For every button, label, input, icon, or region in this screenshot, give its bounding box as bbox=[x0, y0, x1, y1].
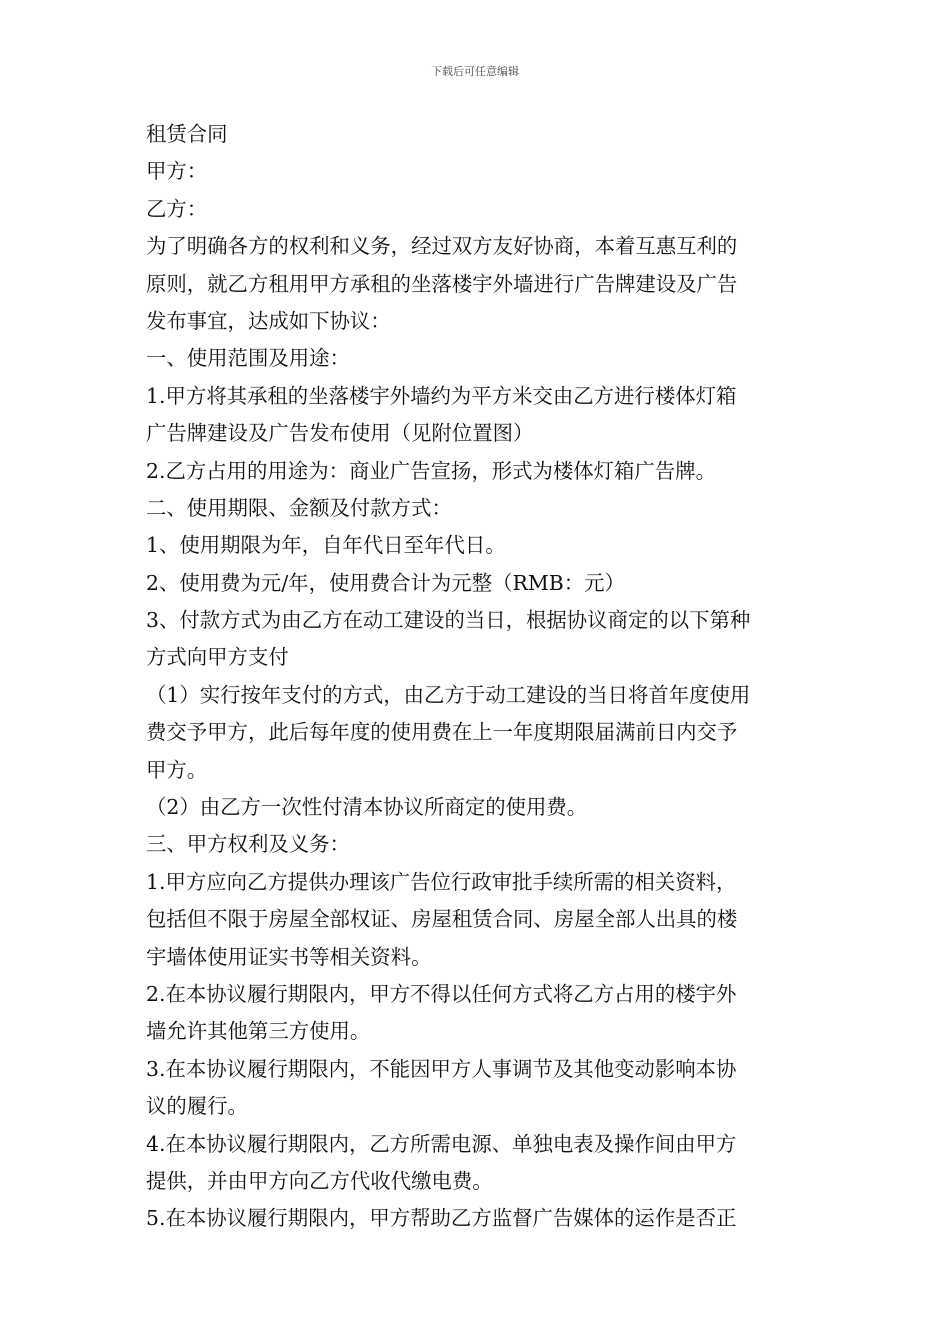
page-header: 下载后可任意编辑 bbox=[431, 65, 519, 78]
document-line: 2、使用费为元/年，使用费合计为元整（RMB：元） bbox=[146, 570, 625, 595]
document-body bbox=[146, 116, 810, 1238]
document-line: 3.在本协议履行期限内，不能因甲方人事调节及其他变动影响本协 bbox=[146, 1056, 737, 1081]
document-line: 甲方： bbox=[146, 159, 208, 184]
document-line: 为了明确各方的权利和义务，经过双方友好协商，本着互惠互利的 bbox=[146, 234, 738, 259]
document-line: （1）实行按年支付的方式，由乙方于动工建设的当日将首年度使用 bbox=[146, 682, 751, 707]
document-line: 三、甲方权利及义务： bbox=[146, 832, 350, 857]
document-line: 宇墙体使用证实书等相关资料。 bbox=[146, 944, 432, 969]
document-line: 广告牌建设及广告发布使用（见附位置图） bbox=[146, 421, 534, 446]
document-line: 发布事宜，达成如下协议： bbox=[146, 308, 391, 333]
document-line: 5.在本协议履行期限内，甲方帮助乙方监督广告媒体的运作是否正 bbox=[146, 1206, 737, 1231]
document-line: （2）由乙方一次性付清本协议所商定的使用费。 bbox=[146, 795, 588, 820]
document-line: 甲方。 bbox=[146, 757, 208, 782]
document-line: 2.在本协议履行期限内，甲方不得以任何方式将乙方占用的楼宇外 bbox=[146, 981, 737, 1006]
document-line: 1.甲方将其承租的坐落楼宇外墙约为平方米交由乙方进行楼体灯箱 bbox=[146, 383, 737, 408]
document-line: 2.乙方占用的用途为：商业广告宣扬，形式为楼体灯箱广告牌。 bbox=[146, 458, 716, 483]
document-line: 一、使用范围及用途： bbox=[146, 346, 350, 371]
document-line: 费交予甲方，此后每年度的使用费在上一年度期限届满前日内交予 bbox=[146, 720, 738, 745]
document-line: 墙允许其他第三方使用。 bbox=[146, 1019, 371, 1044]
document-line: 乙方： bbox=[146, 196, 208, 221]
document-line: 1、使用期限为年，自年代日至年代日。 bbox=[146, 533, 506, 558]
document-line: 二、使用期限、金额及付款方式： bbox=[146, 495, 452, 520]
document-line: 包括但不限于房屋全部权证、房屋租赁合同、房屋全部人出具的楼 bbox=[146, 907, 738, 932]
document-line: 3、付款方式为由乙方在动工建设的当日，根据协议商定的以下第种 bbox=[146, 608, 751, 633]
document-line: 方式向甲方支付 bbox=[146, 645, 289, 670]
document-line: 1.甲方应向乙方提供办理该广告位行政审批手续所需的相关资料， bbox=[146, 869, 737, 894]
document-line: 提供，并由甲方向乙方代收代缴电费。 bbox=[146, 1168, 493, 1193]
document-line: 4.在本协议履行期限内，乙方所需电源、单独电表及操作间由甲方 bbox=[146, 1131, 737, 1156]
document-title: 租赁合同 bbox=[146, 122, 228, 146]
document-line: 议的履行。 bbox=[146, 1094, 248, 1119]
document-line: 原则，就乙方租用甲方承租的坐落楼宇外墙进行广告牌建设及广告 bbox=[146, 271, 738, 296]
